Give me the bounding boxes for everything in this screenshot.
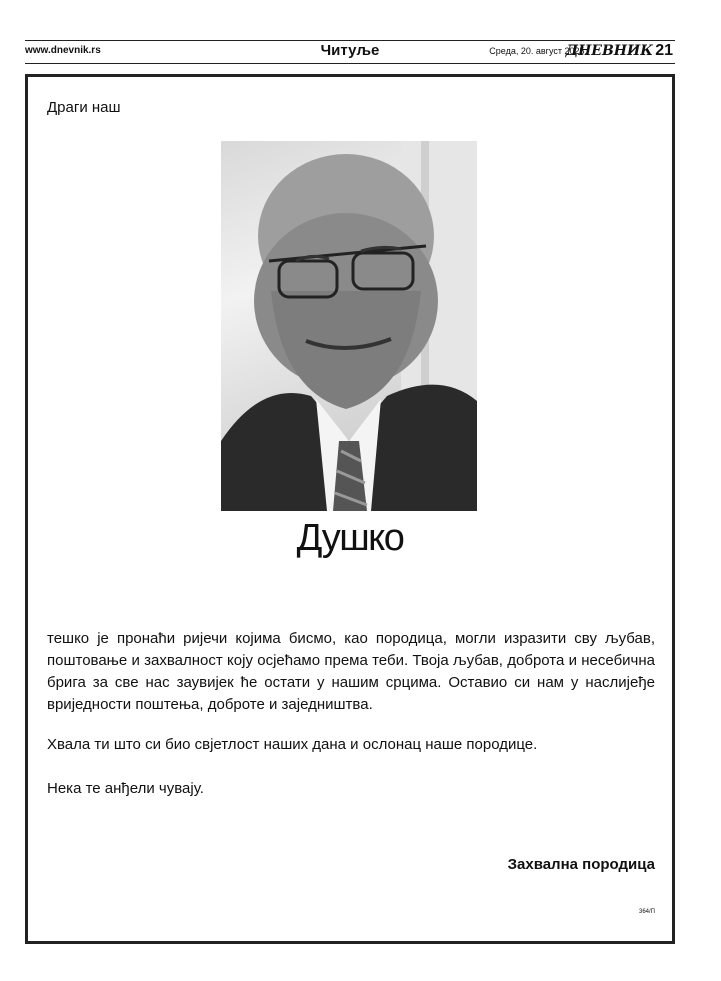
- obituary-body: тешко је пронаћи ријечи којима бисмо, као породица, могли изразити сву љубав, поштовање и захвалност коју осјећамо према теби. Твоја љубав, доброта и несебична брига за све нас заувијек ће остати у нашим срцима. Оставио си нам у наслијеђе вриједности поштења, доброте и заједништва.: [47, 630, 655, 713]
- signature: Захвална породица: [507, 856, 655, 873]
- thanks-line: Хвала ти што си био свјетлост наших дана и ослонац наше породице.: [47, 736, 538, 753]
- portrait-illustration: [221, 141, 477, 511]
- ad-code: 364/П: [639, 909, 655, 915]
- issue-date: Среда, 20. август 2025.: [489, 46, 587, 56]
- newspaper-logo: ДНЕВНИК: [565, 43, 653, 59]
- greeting: Драги наш: [47, 99, 121, 116]
- page-header: [25, 40, 675, 64]
- site-url: www.dnevnik.rs: [25, 45, 101, 56]
- deceased-name: Душко: [296, 517, 404, 559]
- obituary-frame: [25, 74, 675, 944]
- blessing-line: Нека те анђели чувају.: [47, 780, 204, 797]
- page-number: 21: [655, 42, 673, 59]
- portrait-photo: [221, 141, 477, 511]
- section-title: Читуље: [320, 42, 380, 59]
